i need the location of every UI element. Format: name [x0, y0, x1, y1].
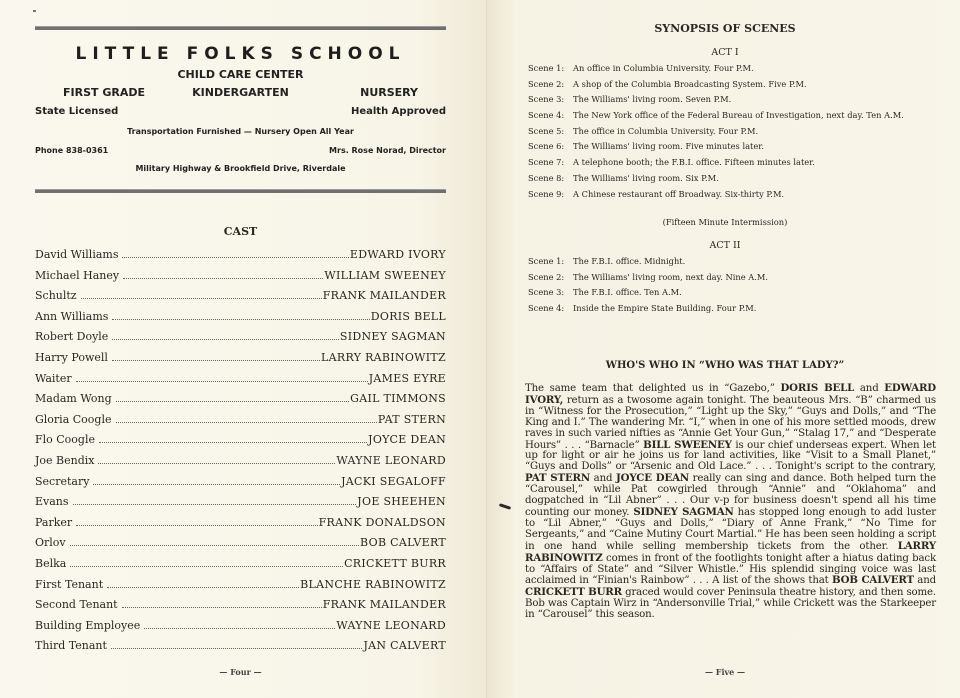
actor-name: JAN CALVERT [363, 639, 446, 653]
scene-number: Scene 2: [528, 78, 565, 89]
scene-description: The Williams' living room. Five minutes later. [573, 141, 764, 152]
character-name: Building Employee [35, 618, 141, 632]
whos-who-heading: WHO'S WHO IN “WHO WAS THAT LADY?” [605, 360, 845, 371]
character-name: Evans [35, 495, 69, 509]
scene-number: Scene 4: [528, 110, 565, 121]
cast-row [35, 269, 446, 290]
scene-description: An office in Columbia University. Four P.M. [573, 63, 754, 73]
phone-number: Phone 838-0361 [35, 146, 109, 155]
character-name: Flo Coogle [35, 433, 96, 447]
dot-leader [76, 524, 317, 526]
cast-row [35, 372, 446, 393]
scene-number: Scene 1: [528, 256, 565, 266]
cast-row [35, 351, 446, 372]
paragraph-text: has stopped long enough to add luster to “Lil Abner,” “Guys and Dolls,” “Diary of Anne Frank,” “No Time for Sergeants,” and “Caine Mutiny Court Martial.” He has been seen holding a script in one hand while selling membership tickets from the other. [525, 506, 937, 552]
top-rule-divider [35, 26, 446, 30]
actor-name: WILLIAM SWEENEY [324, 268, 446, 282]
actor-name: PAT STERN [377, 412, 446, 426]
dot-leader [116, 400, 349, 402]
character-name: Waiter [35, 371, 72, 385]
paragraph-text: graced would cover Peninsula theatre history, and then some. Bob was Captain Wirz in “Andersonville Trial,” while Crickett was the Starkeeper in “Carousel” this season. [525, 587, 937, 621]
cast-row [35, 619, 446, 640]
actor-name: WAYNE LEONARD [336, 453, 446, 467]
character-name: Secretary [35, 474, 90, 488]
cast-row [35, 536, 446, 557]
actor-name: JOE SHEEHEN [357, 495, 446, 509]
actor-name: FRANK DONALDSON [318, 515, 446, 529]
scene-number: Scene 4: [528, 303, 565, 314]
scene-number: Scene 8: [528, 172, 565, 183]
cast-row [35, 598, 446, 619]
director-name: Mrs. Rose Norad, Director [329, 146, 446, 155]
scene-number: Scene 9: [528, 188, 565, 199]
scene-description: The F.B.I. office. Ten A.M. [573, 287, 682, 298]
character-name: Schultz [35, 289, 77, 303]
services-note: Transportation Furnished — Nursery Open All Year [127, 127, 354, 136]
actor-name: SIDNEY SAGMAN [339, 330, 446, 344]
scene-item [528, 256, 928, 266]
actor-name: CRICKETT BURR [344, 556, 446, 570]
page-number-four: — Four — [219, 667, 262, 677]
scene-description: A shop of the Columbia Broadcasting System. Five P.M. [573, 78, 807, 89]
character-name: Ann Williams [35, 309, 109, 323]
actor-name: EDWARD IVORY [349, 248, 446, 261]
cast-row [35, 289, 446, 310]
dot-leader [76, 380, 368, 382]
scene-number: Scene 7: [528, 157, 565, 168]
scene-description: A telephone booth; the F.B.I. office. Fifteen minutes later. [573, 157, 815, 168]
page-number-five: — Five — [704, 667, 746, 677]
character-name: Third Tenant [35, 639, 107, 653]
cast-row [35, 330, 446, 351]
cast-row [35, 495, 446, 516]
scene-item [528, 63, 928, 73]
school-name: LITTLE FOLKS SCHOOL [75, 44, 406, 64]
act-two-heading: ACT II [709, 240, 741, 251]
dot-leader [123, 277, 323, 279]
cast-row [35, 413, 446, 434]
dot-leader [112, 338, 339, 340]
paragraph-text: and [590, 473, 616, 485]
scene-number: Scene 3: [528, 287, 565, 298]
actor-name: JOYCE DEAN [368, 433, 446, 447]
actor-name: FRANK MAILANDER [322, 289, 446, 303]
dot-leader [93, 483, 340, 485]
scene-number: Scene 6: [528, 141, 565, 152]
actor-name: GAIL TIMMONS [350, 392, 446, 406]
cast-row [35, 475, 446, 496]
paragraph-text: comes in front of the footlights tonight after a hiatus dating back to “Affairs of State” and “Silver Whistle.” His splendid singing voice was last acclaimed in “Finian's Rainbow” . . . A list of the shows that [525, 552, 936, 587]
school-address: Military Highway & Brookfield Drive, Riverdale [135, 164, 346, 173]
dot-leader [112, 318, 369, 320]
cast-row [35, 454, 446, 475]
scene-description: The Williams' living room. Seven P.M. [573, 94, 732, 105]
scene-description: The office in Columbia University. Four P.M. [573, 125, 759, 136]
actor-name: WAYNE LEONARD [336, 618, 446, 632]
actor-name: JAMES EYRE [368, 371, 446, 385]
dot-leader [107, 586, 299, 588]
paragraph-text: really can sing and dance. Both helped turn the “Carousel,” while Pat cowgirled through “Annie” and “Oklahoma” and dogpatched in “Lil Abner” . . . Our v-p for business doesn't spend all his time counting our money. [525, 473, 936, 518]
scene-number: Scene 2: [528, 271, 565, 282]
program-kindergarten: KINDERGARTEN [192, 86, 289, 99]
program-nursery: NURSERY [360, 86, 418, 99]
paragraph-text: return as a twosome again tonight. The beauteous Mrs. “B” charmed us in “Witness for the Prosecution,” “Light up the Sky,” “Guys and Dolls,” and “The King and I.” The wandering Mr. “I,” when in one of his more settled moods, drew raves in such varied nifties as “Annie Get Your Gun,” “Stalag 17,” and “Desperate Hours” . . . “Barnacle” [525, 394, 936, 451]
state-licensed-note: State Licensed [35, 106, 119, 117]
school-subtitle: CHILD CARE CENTER [177, 68, 304, 81]
actor-name: BOB CALVERT [360, 536, 446, 550]
school-advertisement [35, 26, 446, 194]
performer-name: PAT STERN [525, 472, 591, 485]
character-name: Harry Powell [35, 350, 108, 364]
character-name: Madam Wong [35, 392, 112, 406]
performer-name: SIDNEY SAGMAN [633, 505, 734, 518]
performer-name: LARRY RABINOWITZ [525, 539, 936, 564]
whos-who-text [525, 383, 936, 621]
scene-item [528, 173, 928, 183]
character-name: First Tenant [35, 577, 104, 591]
scene-item [528, 126, 928, 136]
dot-leader [112, 359, 320, 361]
scene-description: A Chinese restaurant off Broadway. Six-thirty P.M. [573, 188, 785, 199]
actor-name: LARRY RABINOWITZ [321, 350, 446, 364]
character-name: Parker [35, 515, 73, 529]
scene-item [528, 287, 928, 297]
scene-item [528, 110, 928, 120]
scene-description: The Williams' living room, next day. Nine A.M. [573, 271, 769, 282]
cast-row [35, 578, 446, 599]
performer-name: BILL SWEENEY [643, 438, 732, 451]
actor-name: FRANK MAILANDER [322, 598, 446, 612]
dot-leader [144, 627, 335, 629]
act-two-scene-list [528, 256, 928, 319]
scene-description: The F.B.I. office. Midnight. [573, 256, 686, 266]
health-approved-note: Health Approved [350, 106, 446, 117]
dot-leader [70, 565, 343, 567]
dot-leader [99, 441, 367, 443]
performer-name: CRICKETT BURR [525, 586, 622, 599]
actor-name: JACKI SEGALOFF [341, 474, 446, 488]
cast-row [35, 310, 446, 331]
scene-description: The New York office of the Federal Bureau of Investigation, next day. Ten A.M. [573, 110, 904, 121]
act-one-heading: ACT I [711, 47, 739, 58]
dot-leader [98, 462, 335, 464]
cast-row [35, 557, 446, 578]
dot-leader [116, 421, 377, 423]
scene-description: Inside the Empire State Building. Four P.M. [573, 303, 757, 314]
actor-name: DORIS BELL [370, 309, 446, 323]
book-spine [486, 0, 488, 698]
character-name: Second Tenant [35, 598, 118, 612]
dot-leader [122, 256, 348, 258]
paper-speck [33, 10, 36, 12]
scene-item [528, 303, 928, 313]
scene-item [528, 189, 928, 199]
performer-name: BOB CALVERT [831, 574, 914, 587]
dot-leader [70, 544, 359, 546]
synopsis-heading: SYNOPSIS OF SCENES [654, 22, 796, 35]
dot-leader [81, 297, 322, 299]
scene-item [528, 272, 928, 282]
program-first-grade: FIRST GRADE [63, 86, 145, 99]
cast-row [35, 433, 446, 454]
paragraph-text: is our chief underseas expert. When let up for light or air he joins us for land activities, like “Visit to a Small Planet,” “Guys and Dolls” or “Arsenic and Old Lace.” . . . Tonight's script to the contrary, [525, 439, 936, 473]
scene-number: Scene 3: [528, 94, 565, 105]
scene-item [528, 141, 928, 151]
dot-leader [122, 606, 322, 608]
character-name: Orlov [35, 536, 66, 550]
scene-number: Scene 1: [528, 63, 565, 73]
scene-item [528, 79, 928, 89]
scene-item [528, 157, 928, 167]
actor-name: BLANCHE RABINOWITZ [300, 577, 446, 591]
cast-row [35, 248, 446, 269]
cast-row [35, 392, 446, 413]
paragraph-text: and [913, 575, 937, 587]
character-name: David Williams [35, 248, 119, 261]
performer-name: EDWARD IVORY, [525, 382, 936, 406]
act-one-scene-list [528, 63, 928, 204]
cast-heading: CAST [223, 225, 258, 238]
character-name: Belka [35, 556, 67, 570]
bottom-rule-divider [35, 189, 446, 193]
intermission-note: (Fifteen Minute Intermission) [662, 217, 788, 227]
cast-row [35, 516, 446, 537]
character-name: Michael Haney [35, 268, 120, 282]
scene-number: Scene 5: [528, 125, 565, 136]
paragraph-text: The same team that delighted us in “Gazebo,” [525, 383, 781, 394]
dot-leader [111, 647, 363, 649]
scene-description: The Williams' living room. Six P.M. [573, 172, 719, 183]
dot-leader [73, 503, 357, 505]
performer-name: DORIS BELL [780, 382, 855, 394]
paragraph-text: and [854, 383, 885, 394]
character-name: Gloria Coogle [35, 412, 112, 426]
performer-name: JOYCE DEAN [615, 472, 690, 485]
cast-row [35, 639, 446, 660]
character-name: Robert Doyle [35, 330, 109, 344]
scene-item [528, 94, 928, 104]
character-name: Joe Bendix [35, 453, 95, 467]
cast-list [35, 248, 446, 660]
